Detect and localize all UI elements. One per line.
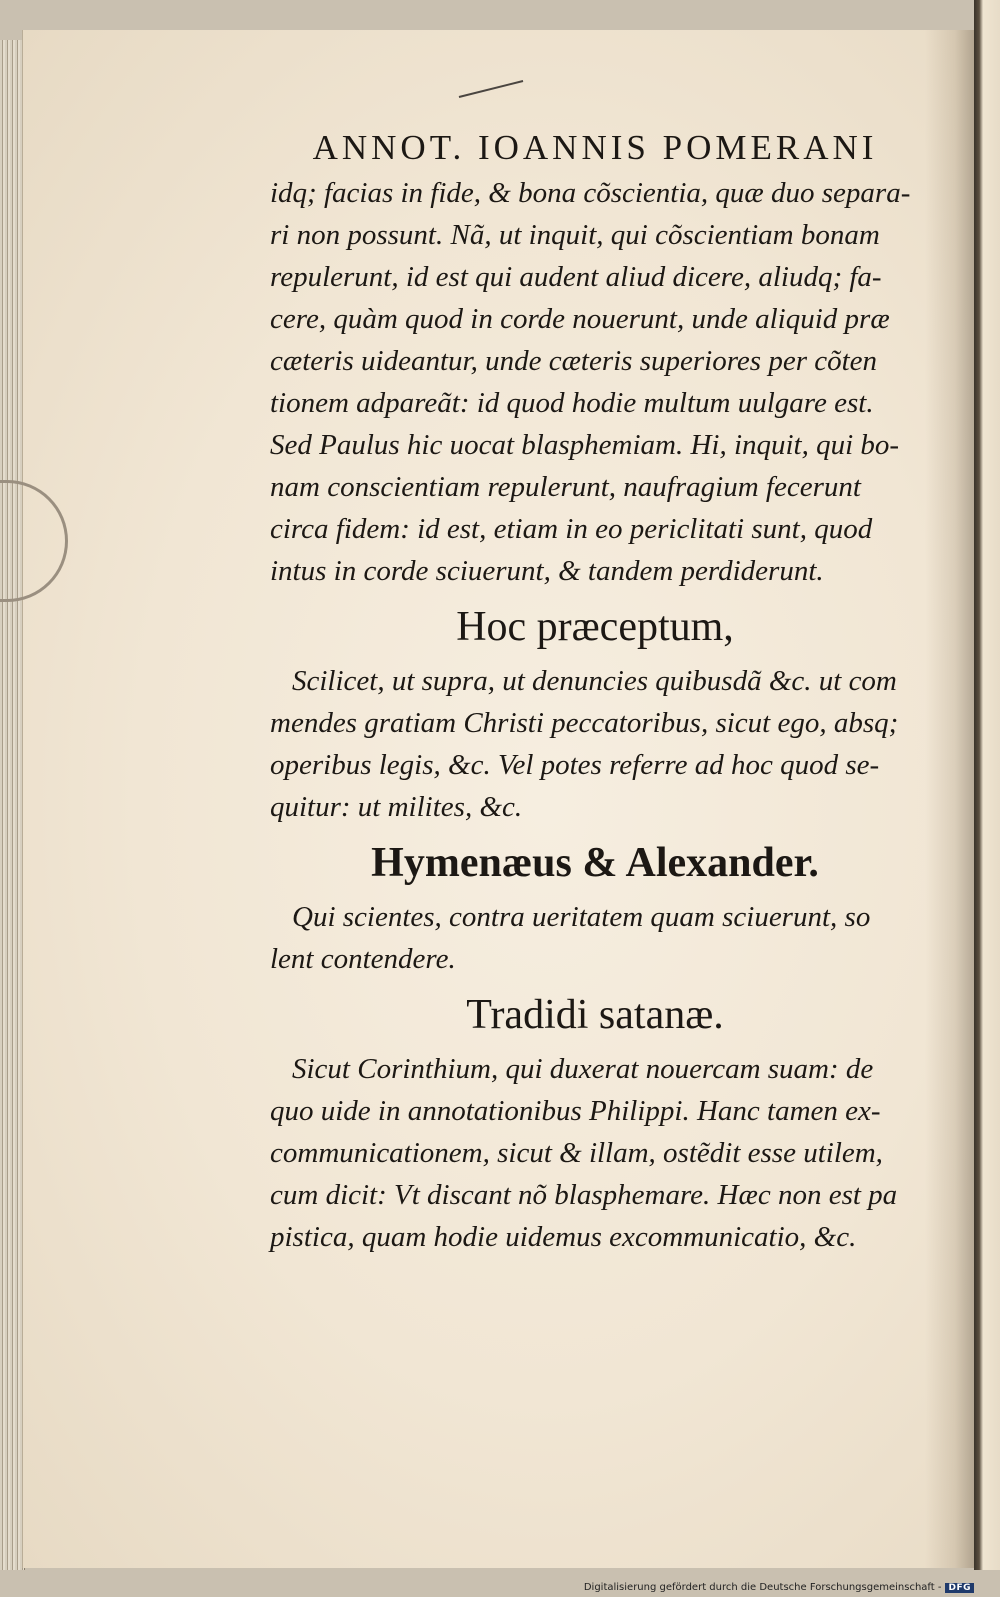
running-head: ANNOT. IOANNIS POMERANI xyxy=(312,128,878,167)
text-line: Scilicet, ut supra, ut denuncies quibusdã &c. ut com xyxy=(292,665,897,697)
text-line: quo uide in annotationibus Philippi. Hanc tamen ex- xyxy=(270,1095,881,1127)
text-line: repulerunt, id est qui audent aliud dicere, aliudq; fa- xyxy=(270,261,882,293)
section-heading: Hymenæus & Alexander. xyxy=(371,840,819,886)
text-line: circa fidem: id est, etiam in eo periclitati sunt, quod xyxy=(270,513,873,545)
text-line: tionem adpareãt: id quod hodie multum uulgare est. xyxy=(270,387,874,419)
section-heading: Tradidi satanæ. xyxy=(466,992,724,1038)
text-line: ri non possunt. Nã, ut inquit, qui cõscientiam bonam xyxy=(270,219,880,251)
text-line: mendes gratiam Christi peccatoribus, sicut ego, absq; xyxy=(270,707,899,739)
dfg-logo-icon: DFG xyxy=(945,1583,974,1593)
page-text xyxy=(270,128,920,1258)
text-line: nam conscientiam repulerunt, naufragium fecerunt xyxy=(270,471,861,503)
text-line: cæteris uideantur, unde cæteris superiores per cõten xyxy=(270,345,878,377)
text-line: quitur: ut milites, &c. xyxy=(270,791,523,823)
paragraph-3 xyxy=(270,896,920,980)
digitization-credit xyxy=(584,1582,974,1593)
paragraph-1 xyxy=(270,172,920,592)
text-line: pistica, quam hodie uidemus excommunicatio, &c. xyxy=(270,1221,857,1253)
text-line: cum dicit: Vt discant nõ blasphemare. Hæc non est pa xyxy=(270,1179,898,1211)
gutter-shadow xyxy=(925,30,975,1568)
paragraph-4 xyxy=(270,1048,920,1258)
credit-text: Digitalisierung gefördert durch die Deutsche Forschungsgemeinschaft - xyxy=(583,1582,942,1593)
text-line: Sed Paulus hic uocat blasphemiam. Hi, inquit, qui bo- xyxy=(270,429,900,461)
text-line: idq; facias in fide, & bona cõscientia, quæ duo separa- xyxy=(270,177,911,209)
facing-page-edge xyxy=(974,0,1000,1570)
paragraph-2 xyxy=(270,660,920,828)
text-line: intus in corde sciuerunt, & tandem perdiderunt. xyxy=(270,555,824,587)
section-heading: Hoc præceptum, xyxy=(456,604,734,650)
text-line: operibus legis, &c. Vel potes referre ad hoc quod se- xyxy=(270,749,880,781)
text-line: lent contendere. xyxy=(270,943,456,975)
text-line: cere, quàm quod in corde nouerunt, unde aliquid præ xyxy=(270,303,890,335)
text-line: Sicut Corinthium, qui duxerat nouercam suam: de xyxy=(292,1053,874,1085)
text-line: communicationem, sicut & illam, ostẽdit esse utilem, xyxy=(270,1137,883,1169)
text-line: Qui scientes, contra ueritatem quam sciuerunt, so xyxy=(292,901,871,933)
